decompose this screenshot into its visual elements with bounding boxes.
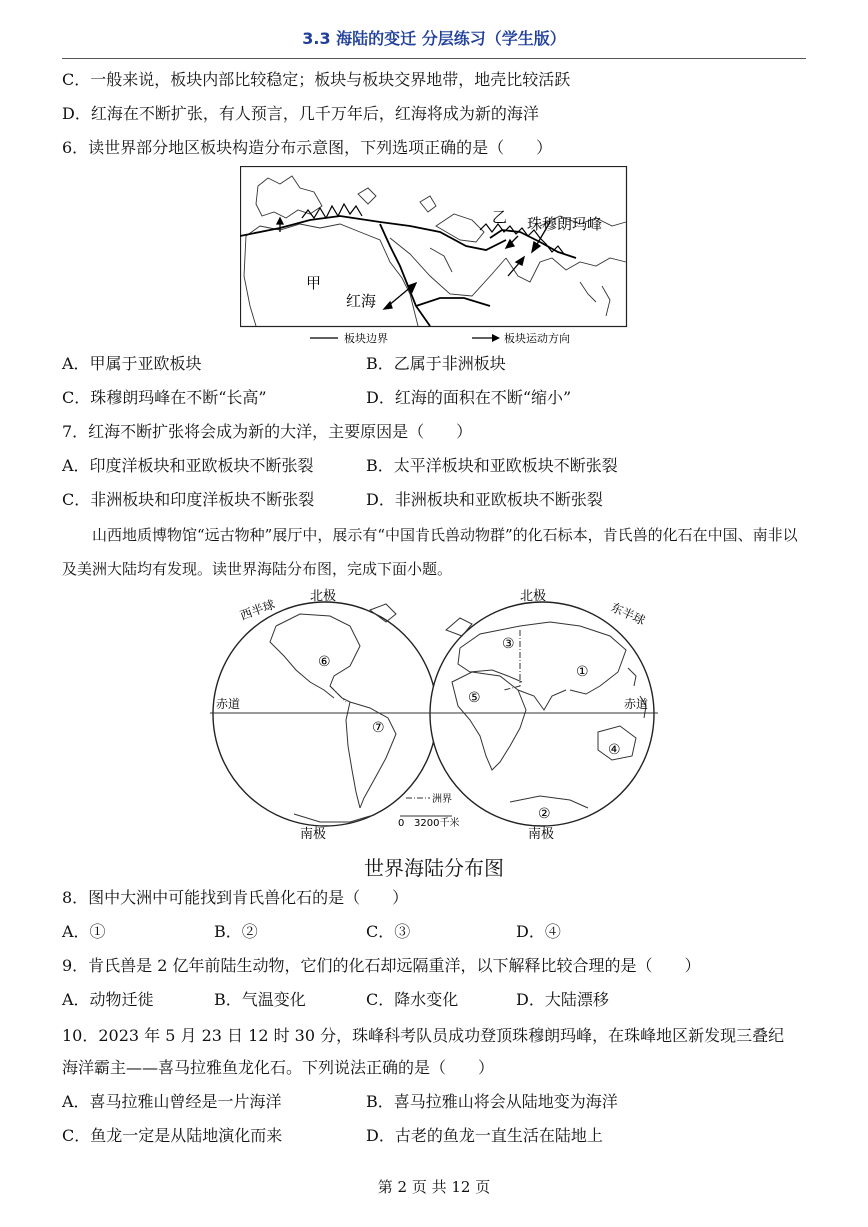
east-south-pole-label: 南极 [528,827,555,842]
q6-option-b[interactable]: B．乙属于非洲板块 [366,354,506,373]
q7-stem: 7．红海不断扩张将会成为新的大洋，主要原因是（ ） [62,422,473,441]
q9-option-c[interactable]: C．降水变化 [366,990,459,1009]
page-header-title: 3.3 海陆的变迁 分层练习（学生版） [302,29,566,48]
label-everest: 珠穆朗玛峰 [527,215,603,233]
legend-motion-label: 板块运动方向 [504,332,570,345]
east-north-pole-label: 北极 [520,589,547,604]
q6-option-c[interactable]: C．珠穆朗玛峰在不断“长高” [62,388,267,407]
continent-boundary-legend-label: 洲界 [432,794,452,805]
marker-3: ③ [502,636,515,652]
q6-option-d[interactable]: D．红海的面积在不断“缩小” [366,388,572,407]
east-hemisphere-label: 东半球 [608,600,648,628]
q6-option-a[interactable]: A．甲属于亚欧板块 [62,354,202,373]
q9-option-b[interactable]: B．气温变化 [214,990,306,1009]
q5-option-d[interactable]: D．红海在不断扩张，有人预言，几千万年后，红海将成为新的海洋 [62,104,539,123]
legend-arrow-icon [492,334,500,342]
marker-6: ⑥ [318,654,331,670]
page-footer: 第 2 页 共 12 页 [377,1178,491,1196]
q8-option-d[interactable]: D．④ [516,922,561,941]
world-map-caption: 世界海陆分布图 [364,856,504,880]
q10-stem-line1: 10．2023 年 5 月 23 日 12 时 30 分，珠峰科考队员成功登顶珠穆朗玛峰，在珠峰地区新发现三叠纪 [62,1026,785,1045]
east-equator-label: 赤道 [624,697,649,711]
q5-option-c[interactable]: C．一般来说，板块内部比较稳定；板块与板块交界地带，地壳比较活跃 [62,70,571,89]
q7-option-c[interactable]: C．非洲板块和印度洋板块不断张裂 [62,490,315,509]
q8-option-a[interactable]: A．① [62,922,106,941]
marker-7: ⑦ [372,720,385,736]
marker-2: ② [538,806,551,822]
legend-boundary-label: 板块边界 [344,332,388,345]
marker-4: ④ [608,742,621,758]
q9-option-a[interactable]: A．动物迁徙 [62,990,154,1009]
q7-option-d[interactable]: D．非洲板块和亚欧板块不断张裂 [366,490,603,509]
header-divider [62,58,806,59]
west-equator-label: 赤道 [216,697,241,711]
q7-option-a[interactable]: A．印度洋板块和亚欧板块不断张裂 [62,456,314,475]
q10-option-c[interactable]: C．鱼龙一定是从陆地演化而来 [62,1126,283,1145]
plate-map [240,166,628,346]
q8-stem: 8．图中大洲中可能找到肯氏兽化石的是（ ） [62,888,409,907]
scale-zero: 0 [398,818,405,829]
west-hemisphere-label: 西半球 [238,597,277,623]
scale-value: 3200千米 [414,818,460,829]
west-south-pole-label: 南极 [300,827,327,842]
marker-1: ① [576,664,589,680]
intro-paragraph: 山西地质博物馆“远古物种”展厅中，展示有“中国肯氏兽动物群”的化石标本，肯氏兽的化石在中国、南非以及美洲大陆均有发现。读世界海陆分布图，完成下面小题。 [62,526,798,578]
q8-option-b[interactable]: B．② [214,922,258,941]
q7-option-b[interactable]: B．太平洋板块和亚欧板块不断张裂 [366,456,618,475]
label-red-sea: 红海 [346,292,377,310]
west-north-pole-label: 北极 [310,589,337,604]
q10-option-d[interactable]: D．古老的鱼龙一直生活在陆地上 [366,1126,603,1145]
q9-option-d[interactable]: D．大陆漂移 [516,990,609,1009]
label-yi: 乙 [492,208,508,226]
q6-stem: 6．读世界部分地区板块构造分布示意图，下列选项正确的是（ ） [62,138,553,157]
world-map [200,586,660,848]
q8-option-c[interactable]: C．③ [366,922,411,941]
q10-stem-line2: 海洋霸主——喜马拉雅鱼龙化石。下列说法正确的是（ ） [62,1058,495,1077]
label-jia: 甲 [306,274,322,292]
q9-stem: 9．肯氏兽是 2 亿年前陆生动物，它们的化石却远隔重洋，以下解释比较合理的是（ ） [62,956,701,975]
marker-5: ⑤ [468,690,481,706]
q10-option-b[interactable]: B．喜马拉雅山将会从陆地变为海洋 [366,1092,618,1111]
q10-option-a[interactable]: A．喜马拉雅山曾经是一片海洋 [62,1092,282,1111]
